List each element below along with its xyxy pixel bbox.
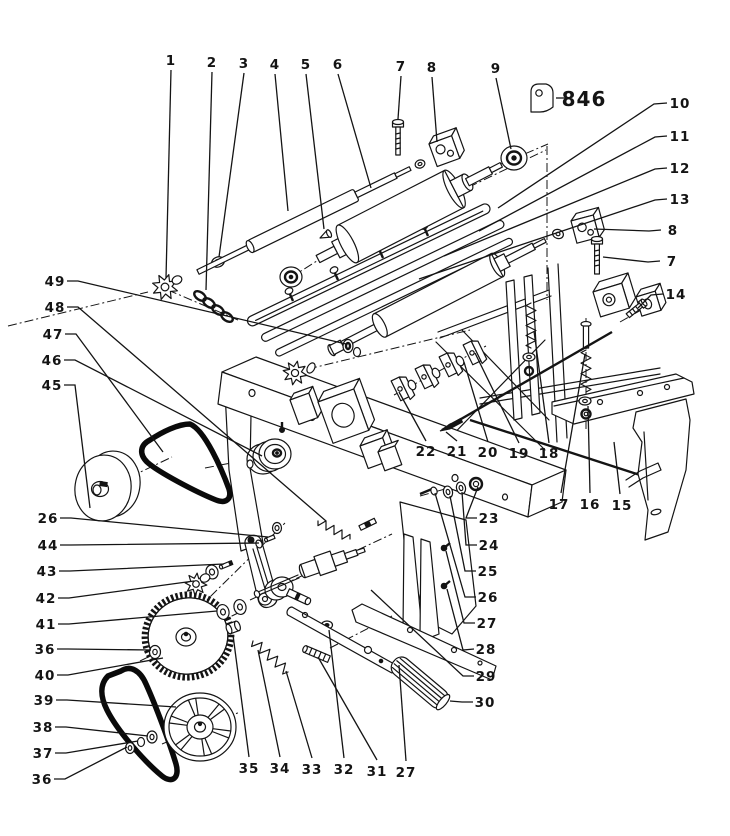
leader-line-3-2: [219, 73, 244, 257]
part-label-39-28: 39: [33, 693, 55, 709]
leader-line-1-0: [166, 70, 171, 278]
part-label-7-14: 7: [666, 254, 678, 270]
part-label-23-40: 23: [478, 511, 500, 527]
leader-line-2-1: [206, 72, 212, 290]
leader-line-30-47: [450, 701, 473, 702]
part-label-4-3: 4: [269, 57, 281, 73]
stud: [359, 518, 376, 530]
part-label-14-15: 14: [665, 287, 687, 303]
part-label-3-2: 3: [238, 56, 250, 72]
part-label-44-22: 44: [37, 538, 59, 554]
part-label-36-26: 36: [34, 642, 56, 658]
pulley-45: [71, 447, 145, 524]
part-label-41-25: 41: [35, 617, 57, 633]
stepped-shaft: [297, 540, 368, 581]
leader-line-7-6: [398, 76, 401, 119]
part-label-42-24: 42: [35, 591, 57, 607]
leader-line-8-7: [432, 77, 437, 142]
part-label-31-52: 31: [366, 764, 388, 780]
part-label-12-11: 12: [669, 161, 691, 177]
leader-line-44-22: [60, 543, 259, 545]
leader-line-36-31: [54, 747, 127, 779]
left-drive: [71, 424, 291, 780]
leader-line-43-23: [59, 564, 224, 571]
spoked-wheel-39: [164, 693, 236, 761]
spring-48: [318, 521, 350, 539]
part-label-48-17: 48: [44, 300, 66, 316]
leader-line-31-52: [318, 657, 377, 760]
leader-line-39-28: [56, 700, 176, 707]
part-label-18-36: 18: [538, 446, 560, 462]
screw-26: [264, 535, 275, 542]
shaft-31: [302, 645, 331, 662]
part-label-26-43: 26: [477, 590, 499, 606]
part-label-13-12: 13: [669, 192, 691, 208]
part-label-7-6: 7: [395, 59, 407, 75]
leader-line-42-24: [58, 581, 194, 598]
part-label-36-31: 36: [31, 772, 53, 788]
part-label-45-20: 45: [41, 378, 63, 394]
bolt-7: [393, 120, 404, 156]
part-label-27-44: 27: [476, 616, 498, 632]
part-label-40-27: 40: [34, 668, 56, 684]
part-label-35-48: 35: [238, 761, 260, 777]
part-label-22-32: 22: [415, 444, 437, 460]
part-label-19-35: 19: [508, 446, 530, 462]
badge-846: [531, 84, 606, 112]
part-label-34-49: 34: [269, 761, 291, 777]
part-label-46-19: 46: [41, 353, 63, 369]
part-label-47-18: 47: [42, 327, 64, 343]
belt-47: [142, 424, 230, 501]
part-label-8-7: 8: [426, 60, 438, 76]
leader-line-5-4: [306, 74, 324, 229]
bearing-9: [501, 146, 527, 170]
part-label-5-4: 5: [300, 57, 312, 73]
leader-line-47-18: [65, 334, 163, 452]
part-label-1-0: 1: [165, 53, 177, 69]
bushing-35: [225, 620, 242, 634]
handle-30: [388, 653, 453, 712]
part-label-20-34: 20: [477, 445, 499, 461]
leader-line-17-37: [561, 354, 585, 493]
bolt-7-right: [592, 237, 603, 275]
clip-5: [318, 229, 332, 241]
leader-line-36-26: [57, 649, 151, 650]
part-label-27-53: 27: [395, 765, 417, 781]
leader-line-32-51: [329, 630, 344, 758]
part-label-16-38: 16: [579, 497, 601, 513]
part-label-26-21: 26: [37, 511, 59, 527]
part-label-37-30: 37: [32, 746, 54, 762]
part-label-33-50: 33: [301, 762, 323, 778]
part-label-43-23: 43: [36, 564, 58, 580]
block-8: [427, 128, 466, 167]
part-label-17-37: 17: [548, 497, 570, 513]
badge-846-icon: [531, 84, 553, 112]
leader-line-35-48: [233, 635, 249, 757]
part-label-32-51: 32: [333, 762, 355, 778]
leader-line-4-3: [275, 74, 288, 211]
pulley-46: [247, 439, 291, 474]
part-label-15-39: 15: [611, 498, 633, 514]
chain-2: [192, 289, 234, 324]
part-label-30-47: 30: [474, 695, 496, 711]
part-label-29-46: 29: [475, 669, 497, 685]
badge-846-text: 846: [561, 87, 607, 111]
part-label-28-45: 28: [475, 642, 497, 658]
leader-line-6-5: [338, 74, 371, 188]
leader-line-38-29: [55, 727, 148, 736]
leader-line-7-14: [603, 257, 660, 262]
leader-line-33-50: [286, 671, 312, 758]
part-label-9-8: 9: [490, 61, 502, 77]
part-label-38-29: 38: [32, 720, 54, 736]
part-label-2-1: 2: [206, 55, 218, 71]
bearing-left: [280, 267, 302, 287]
part-label-25-42: 25: [477, 564, 499, 580]
gear-40: [136, 585, 240, 687]
part-label-24-41: 24: [478, 538, 500, 554]
pin-43: [219, 561, 233, 570]
spring-34: [252, 641, 288, 674]
part-label-49-16: 49: [44, 274, 66, 290]
part-label-6-5: 6: [332, 57, 344, 73]
leader-line-9-8: [496, 78, 511, 149]
part-label-8-13: 8: [667, 223, 679, 239]
part-label-21-33: 21: [446, 444, 468, 460]
part-label-10-9: 10: [669, 96, 691, 112]
part-label-11-10: 11: [669, 129, 691, 145]
